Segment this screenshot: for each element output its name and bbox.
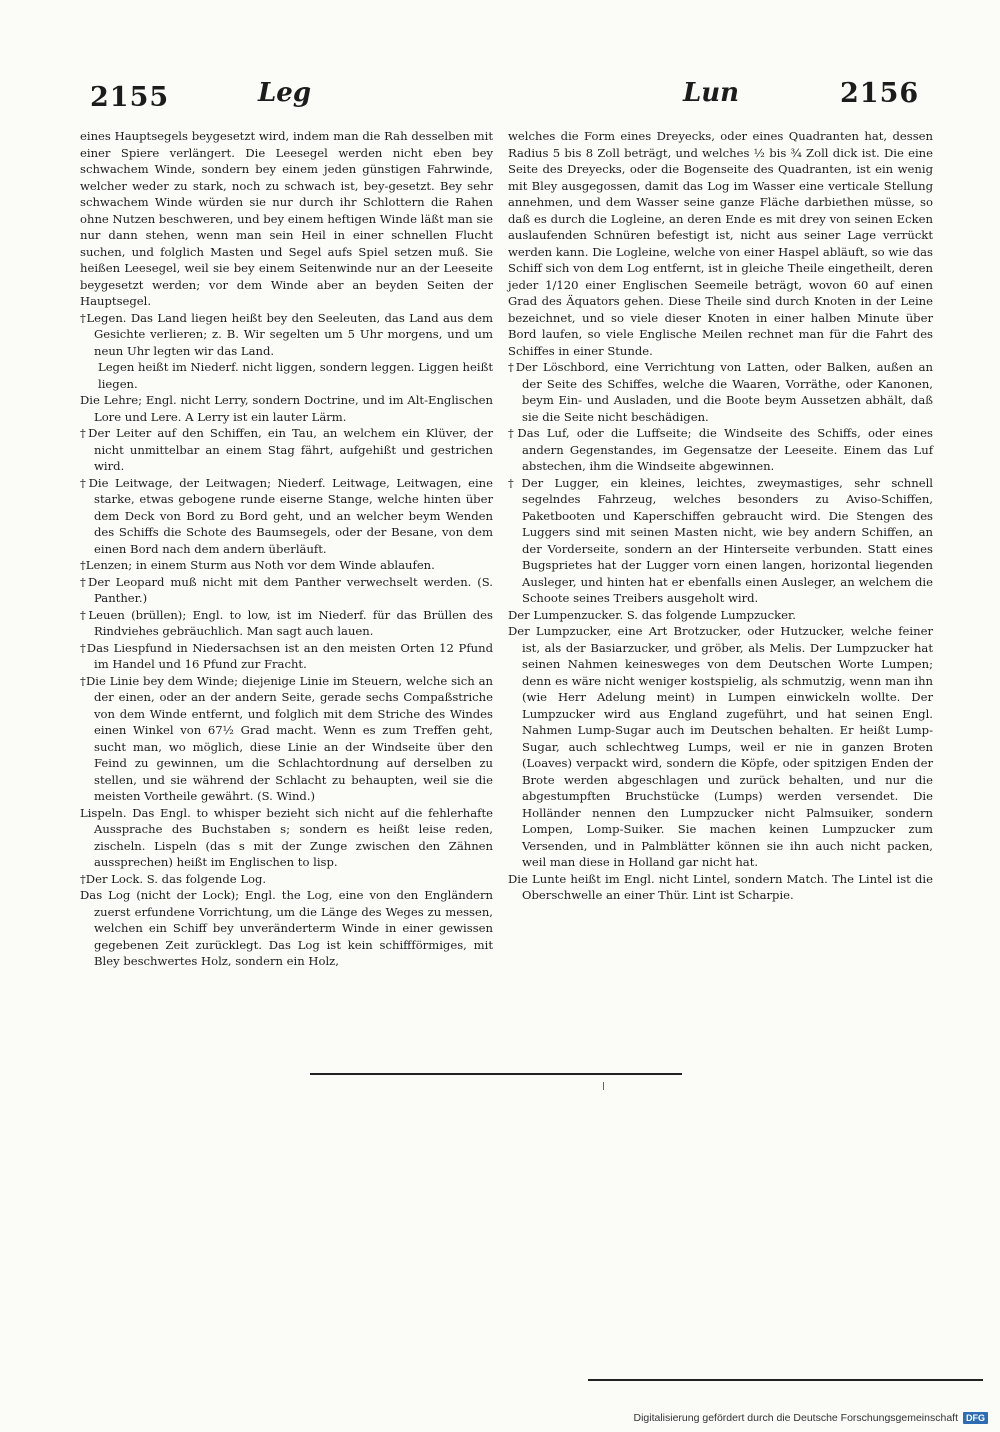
entry: †Der Leiter auf den Schiffen, ein Tau, an welchem ein Klüver, der nicht unmittelbar an einem Stag fährt, aufgehißt und gestrichen wird. (80, 426, 493, 473)
dfg-logo: DFG (963, 1412, 988, 1424)
right-column (508, 128, 933, 904)
entry: †Der Löschbord, eine Verrichtung von Latten, oder Balken, außen an der Seite des Schiffes, welche die Waaren, Vorräthe, oder Kanonen, beym Ein- und Ausladen, und die Boote beym Aussetzen abhält, daß sie die Seite nicht beschädigen. (508, 360, 933, 424)
footer (633, 1412, 988, 1424)
paragraph: welches die Form eines Dreyecks, oder eines Quadranten hat, dessen Radius 5 bis 8 Zoll beträgt, und welches ½ bis ¾ Zoll dick ist. Die eine Seite des Dreyecks, oder die Bogenseite des Quadranten, ist ein wenig mit Bley ausgegossen, damit das Log im Wasser eine verticale Stellung annehmen, und dem Wasser seine ganze Fläche darbiethen müsse, so daß es durch die Logleine, an deren Ende es mit drey von seinen Ecken auslaufenden Schnüren befestigt ist, nicht aus seiner Lage verrückt werden kann. Die Logleine, welche von einer Haspel abläuft, so wie das Schiff sich von dem Log entfernt, ist in gleiche Theile eingetheilt, deren jeder 1/120 einer Englischen Seemeile beträgt, wovon 60 auf einen Grad des Äquators gehen. Diese Theile sind durch Knoten in der Leine bezeichnet, und so viele dieser Knoten in einer halben Minute über Bord laufen, so viele Englische Meilen rechnet man für die Fahrt des Schiffes in einer Stunde. (508, 129, 933, 358)
entry: †Der Leopard muß nicht mit dem Panther verwechselt werden. (S. Panther.) (80, 574, 493, 605)
entry: Die Lehre; Engl. nicht Lerry, sondern Doctrine, und im Alt-Englischen Lore und Lere. A Lerry ist ein lauter Lärm. (80, 393, 493, 424)
entry: †Das Liespfund in Niedersachsen ist an den meisten Orten 12 Pfund im Handel und 16 Pfund zur Fracht. (80, 640, 493, 671)
left-column (80, 128, 493, 970)
entry: †Lenzen; in einem Sturm aus Noth vor dem Winde ablaufen. (80, 558, 435, 572)
entry: †Leuen (brüllen); Engl. to low, ist im Niederf. für das Brüllen des Rindviehes gebräuchlich. Man sagt auch lauen. (80, 607, 493, 638)
end-rule-right (588, 1379, 983, 1381)
entry: †Der Lugger, ein kleines, leichtes, zweymastiges, sehr schnell segelndes Fahrzeug, welches besonders zu Aviso-Schiffen, Paketbooten und Kaperschiffen gebraucht wird. Die Stengen des Luggers sind mit seinen Masten nicht, wie bey andern Schiffen, an der Vorderseite, sondern an der Hinterseite verbunden. Statt eines Bugsprietes hat der Lugger vorn einen langen, horizontal liegenden Ausleger, und hinten hat er ebenfalls einen Ausleger, an welchem die Schoote seines Treibers ausgeholt wird. (508, 475, 933, 605)
entry: Das Log (nicht der Lock); Engl. the Log, eine von den Engländern zuerst erfundene Vorrichtung, um die Länge des Weges zu messen, welchen ein Schiff bey unveränderterm Winde in einer gewissen gegebenen Zeit zurücklegt. Das Log ist kein schiffförmiges, mit Bley beschwertes Holz, sondern ein Holz, (80, 888, 493, 968)
right-page-number: 2156 (840, 78, 920, 109)
entry: †Das Luf, oder die Luffseite; die Windseite des Schiffs, oder eines andern Gegenstandes, im Gegensatze der Leeseite. Einem das Luf abstechen, ihm die Windseite abgewinnen. (508, 426, 933, 473)
paragraph: eines Hauptsegels beygesetzt wird, indem man die Rah desselben mit einer Spiere verlängert. Die Leesegel werden nicht eben bey schwachem Winde, sondern bey einem jeden günstigen Fahrwinde, welcher weder zu stark, noch zu schwach ist, bey-gesetzt. Bey sehr schwachem Winde würden sie nur durch ihr Schlottern die Rahen ohne Nutzen beschweren, und bey einem heftigen Winde läßt man sie nur dann stehen, wenn man sein Heil in einer schnellen Flucht suchen, und folglich Masten und Segel aufs Spiel setzen muß. Sie heißen Leesegel, weil sie bey einem Seitenwinde nur an der Leeseite beygesetzt werden; vor dem Winde aber an beyden Seiten der Hauptsegel. (80, 129, 493, 308)
entry: Der Lumpzucker, eine Art Brotzucker, oder Hutzucker, welche feiner ist, als der Basiarzucker, und gröber, als Melis. Der Lumpzucker hat seinen Nahmen keinesweges von dem Deutschen Worte Lumpen; denn es wäre nicht weniger kostspielig, als schmutzig, wenn man ihn (wie Herr Adelung meint) in Lumpen einwickeln wollte. Der Lumpzucker wird aus England zugeführt, und hat seinen Engl. Nahmen Lump-Sugar auch im Deutschen behalten. Er heißt Lump-Sugar, auch schlechtweg Lumps, weil er nie in ganzen Broten (Loaves) verpackt wird, sondern die Köpfe, oder spitzigen Enden der Brote werden abgeschlagen und zurück behalten, und nur die abgestumpften Bruchstücke (Lumps) werden versendet. Die Holländer nennen den Lumpzucker nicht Palmsuiker, sondern Lompen, Lomp-Suiker. Sie machen keinen Lumpzucker zum Versenden, und in Palmblätter können sie ihn auch nicht packen, weil man diese in Holland gar nicht hat. (508, 624, 933, 869)
entry: †Die Leitwage, der Leitwagen; Niederf. Leitwage, Leitwagen, eine starke, etwas gebogene runde eiserne Stange, welche hinten über dem Deck von Bord zu Bord geht, und an welcher beym Wenden des Schiffs die Schote des Baumsegels, oder der Besane, von dem einen Bord nach dem andern überläuft. (80, 475, 493, 556)
footer-text: Digitalisierung gefördert durch die Deutsche Forschungsgemeinschaft (633, 1412, 958, 1424)
end-rule-left (310, 1073, 682, 1075)
entry-note: Legen heißt im Niederf. nicht liggen, sondern leggen. Liggen heißt liegen. (98, 360, 493, 391)
entry: †Die Linie bey dem Winde; diejenige Linie im Steuern, welche sich an der einen, oder an der andern Seite, gerade sechs Compaßstriche von dem Winde entfernt, und folglich mit dem Striche des Windes einen Winkel von 67½ Grad macht. Wenn es zum Treffen geht, sucht man, wo möglich, diese Linie an der Windseite über den Feind zu gewinnen, um die Schlachtordnung auf derselben zu stellen, und sie während der Schlacht zu behaupten, weil sie die meisten Vortheile gewährt. (S. Wind.) (80, 673, 493, 803)
entry: †Legen. Das Land liegen heißt bey den Seeleuten, das Land aus dem Gesichte verlieren; z. B. Wir segelten um 5 Uhr morgens, und um neun Uhr legten wir das Land. (80, 310, 493, 358)
entry: Der Lumpenzucker. S. das folgende Lumpzucker. (508, 607, 796, 622)
entry: †Der Lock. S. das folgende Log. (80, 871, 267, 886)
right-keyword: Lun (683, 78, 740, 108)
entry: Lispeln. Das Engl. to whisper bezieht sich nicht auf die fehlerhafte Aussprache des Buchstaben s; sondern es heißt leise reden, zischeln. Lispeln (das s mit der Zunge zwischen den Zähnen aussprechen) heißt im Englischen to lisp. (80, 805, 493, 869)
page-header (0, 78, 1000, 118)
left-keyword: Leg (258, 78, 312, 108)
column-tick (603, 1082, 604, 1090)
entry: Die Lunte heißt im Engl. nicht Lintel, sondern Match. The Lintel ist die Oberschwelle an einer Thür. Lint ist Scharpie. (508, 871, 933, 902)
left-page-number: 2155 (90, 82, 170, 113)
